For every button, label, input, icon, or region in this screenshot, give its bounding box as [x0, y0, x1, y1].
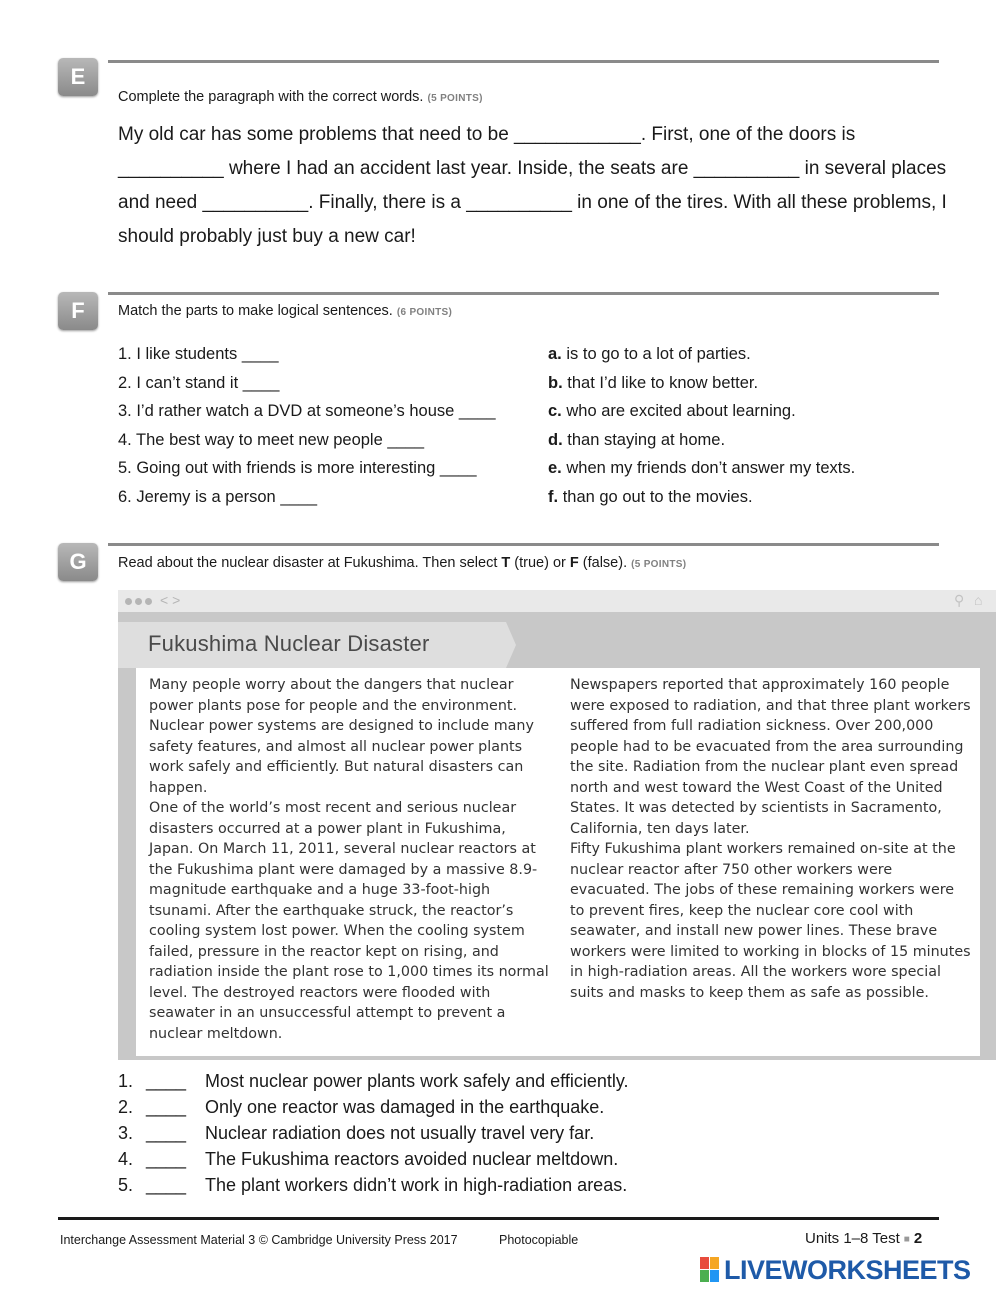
match-right-letter: e. — [548, 459, 562, 478]
home-icon: ⌂ — [974, 592, 983, 608]
window-dot-icon — [125, 598, 132, 605]
article-paragraph: Newspapers reported that approximately 160 people were exposed to radiation, and that three plant workers suffered from full radiation sickness. Over 200,000 people had to be evacuated from the area surrounding the site. Radiation from the nuclear plant even spread north and west toward the West Coast of the United States. It was detected by scientists in Sacramento, California, ten days later. — [570, 677, 971, 837]
false-letter: F — [569, 555, 579, 571]
article-column-left — [149, 675, 549, 1044]
tf-answer-blank[interactable]: ____ — [146, 1123, 187, 1143]
footer-rule — [58, 1217, 939, 1220]
match-left-item-4: 4. The best way to meet new people ____ — [118, 430, 425, 449]
section-g-instruction-mid2: (false). — [578, 555, 628, 571]
match-right-letter: a. — [548, 345, 562, 363]
footer-separator: ■ — [903, 1233, 910, 1245]
section-f-instruction — [118, 303, 452, 319]
match-right-text: is to go to a lot of parties. — [566, 345, 751, 363]
section-g-instruction-pre: Read about the nuclear disaster at Fukushima. Then select — [118, 555, 502, 571]
tf-number: 4. — [118, 1149, 134, 1169]
window-dot-icon — [135, 598, 142, 605]
match-right-letter: c. — [548, 402, 562, 421]
tf-answer-blank[interactable]: ____ — [146, 1175, 187, 1195]
tf-statement: Most nuclear power plants work safely and efficiently. — [205, 1071, 629, 1091]
liveworksheets-logo-icon — [700, 1257, 720, 1283]
footer-copyright: Interchange Assessment Material 3 © Cambridge University Press 2017 — [60, 1233, 458, 1247]
match-right-item-e — [548, 454, 855, 483]
section-e-badge: E — [58, 58, 98, 96]
footer-photocopiable: Photocopiable — [499, 1233, 579, 1247]
match-right-item-b — [548, 369, 855, 398]
section-e-paragraph: My old car has some problems that need to be ____________. First, one of the doors is __________ where I had an accident last year. Inside, the seats are __________ in several places and need __________. Finally, there is a __________ in one of the tires. With all these problems, I should probably just buy a new car! — [118, 124, 947, 247]
tf-statement: Nuclear radiation does not usually travel very far. — [205, 1123, 595, 1143]
match-right-text: that I’d like to know better. — [567, 373, 759, 392]
section-f-rule — [108, 292, 939, 295]
match-right-item-a — [548, 340, 855, 369]
match-right-item-d — [548, 426, 855, 455]
footer-test-name: Units 1–8 Test — [805, 1230, 900, 1247]
liveworksheets-text: LIVEWORKSHEETS — [724, 1254, 971, 1285]
article-paragraph: One of the world’s most recent and serious nuclear disasters occurred at a power plant in Fukushima, Japan. On March 11, 2011, several nuclear reactors at the Fukushima plant were damaged by a massive 8.9-magnitude earthquake and a huge 33-foot-high tsunami. After the earthquake struck, the reactor’s cooling system lost power. When the cooling system failed, pressure in the reactor kept on rising, and radiation inside the plant rose to 1,000 times its normal level. The destroyed reactors were flooded with seawater in an unsuccessful attempt to prevent a nuclear meltdown. — [149, 800, 549, 1042]
section-f-instruction-text: Match the parts to make logical sentences. — [118, 303, 393, 319]
article-paragraph: Fifty Fukushima plant workers remained on-site at the nuclear reactor after 750 other workers were evacuated. The jobs of these remaining workers were to prevent fires, keep the nuclear core cool with seawater, and install new power lines. These brave workers were limited to working in blocks of 15 minutes in high-radiation areas. All the workers wore special suits and masks to keep them as safe as possible. — [570, 841, 971, 1001]
tf-number: 5. — [118, 1175, 134, 1195]
section-g-rule — [108, 543, 939, 546]
match-right-text: who are excited about learning. — [566, 402, 796, 421]
match-right-text: when my friends don’t answer my texts. — [566, 459, 856, 478]
match-left-item-3: 3. I’d rather watch a DVD at someone’s house ____ — [118, 402, 496, 421]
match-right-letter: f. — [548, 487, 559, 506]
section-g-badge: G — [58, 543, 98, 581]
match-left-item-6: 6. Jeremy is a person ____ — [118, 487, 318, 506]
match-left-item-5: 5. Going out with friends is more interesting ____ — [118, 459, 477, 478]
section-g-instruction-mid1: (true) or — [510, 555, 570, 571]
footer-page-number: 2 — [913, 1230, 923, 1247]
tf-number: 3. — [118, 1123, 134, 1143]
match-left-item-2: 2. I can’t stand it ____ — [118, 373, 280, 392]
tf-statement: The Fukushima reactors avoided nuclear meltdown. — [205, 1149, 619, 1169]
section-f-badge: F — [58, 292, 98, 330]
tf-number: 1. — [118, 1071, 134, 1091]
tf-statement: Only one reactor was damaged in the earthquake. — [205, 1097, 605, 1117]
match-right-text: than staying at home. — [567, 430, 726, 449]
match-left-list — [118, 340, 496, 512]
section-e-rule — [108, 60, 939, 63]
footer-page-info — [805, 1230, 922, 1247]
tf-answer-blank[interactable]: ____ — [146, 1097, 187, 1117]
liveworksheets-watermark — [700, 1255, 971, 1285]
back-forward-icon: < > — [160, 592, 181, 608]
section-e-instruction-text: Complete the paragraph with the correct words. — [118, 89, 424, 105]
section-e-instruction — [118, 89, 483, 105]
match-right-letter: d. — [548, 430, 563, 449]
match-left-item-1: 1. I like students ____ — [118, 345, 279, 363]
true-letter: T — [501, 555, 511, 571]
section-e-points: (5 POINTS) — [427, 93, 483, 104]
tf-statement: The plant workers didn’t work in high-radiation areas. — [205, 1175, 628, 1195]
article-column-right — [570, 675, 972, 1003]
match-right-item-f — [548, 483, 855, 512]
tf-number: 2. — [118, 1097, 134, 1117]
section-g-points: (5 POINTS) — [631, 559, 687, 570]
match-right-text: than go out to the movies. — [562, 487, 753, 506]
tf-answer-blank[interactable]: ____ — [146, 1149, 187, 1169]
search-icon: ⚲ — [954, 592, 965, 608]
section-g-instruction — [118, 555, 686, 571]
article-title: Fukushima Nuclear Disaster — [148, 631, 430, 656]
article-paragraph: Many people worry about the dangers that nuclear power plants pose for people and the environment. Nuclear power systems are designed to include many safety features, and almost all nuclear power plants work safely and efficiently. But natural disasters can happen. — [149, 677, 534, 796]
match-right-list — [548, 340, 855, 512]
match-right-item-c — [548, 397, 855, 426]
tf-answer-blank[interactable]: ____ — [146, 1071, 187, 1091]
window-dot-icon — [145, 598, 152, 605]
browser-toolbar — [118, 590, 996, 612]
section-f-points: (6 POINTS) — [396, 307, 453, 318]
match-right-letter: b. — [548, 373, 563, 392]
